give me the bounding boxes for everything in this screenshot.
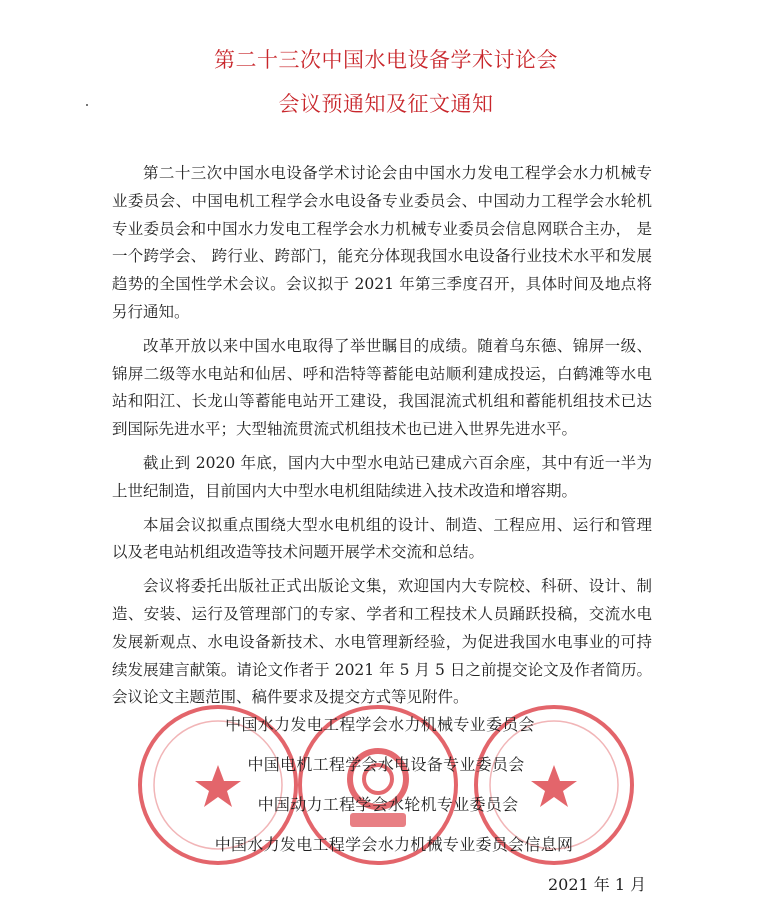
notice-title: 第二十三次中国水电设备学术讨论会 [214, 48, 558, 72]
issue-date: 2021 年 1 月 [548, 875, 647, 894]
organizer-name: 中国动力工程学会水轮机专业委员会 [257, 795, 519, 814]
organizer-name: 中国水力发电工程学会水力机械专业委员会信息网 [214, 835, 574, 854]
paragraph: 本届会议拟重点围绕大型水电机组的设计、制造、工程应用、运行和管理以及老电站机组改造等技术问题开展学术交流和总结。 [112, 515, 652, 562]
paragraph: 会议将委托出版社正式出版论文集，欢迎国内大专院校、科研、设计、制造、安装、运行及管理部门的专家、学者和工程技术人员踊跃投稿，交流水电发展新观点、水电设备新技术、水电管理新经验，为促进我国水电事业的可持续发展建言献策。请论文作者于 2021 年 5 月 5 日之前提交论文及作者简历。会议论文主题范围、稿件要求及提交方式等见附件。 [112, 577, 652, 707]
paragraph: 改革开放以来中国水电取得了举世瞩目的成绩。随着乌东德、锦屏一级、锦屏二级等水电站和仙居、呼和浩特等蓄能电站顺利建成投运，白鹤滩等水电站和阳江、长龙山等蓄能电站开工建设，我国混流式机组和蓄能机组技术已达到国际先进水平；大型轴流贯流式机组技术也已进入世界先进水平。 [112, 336, 652, 439]
organizer-name: 中国电机工程学会水电设备专业委员会 [247, 755, 525, 774]
notice-subtitle: 会议预通知及征文通知 [278, 92, 494, 116]
paragraph: 第二十三次中国水电设备学术讨论会由中国水力发电工程学会水力机械专业委员会、中国电机工程学会水电设备专业委员会、中国动力工程学会水轮机专业委员会和中国水力发电工程学会水力机械专业委员会信息网联合主办， 是一个跨学会、 跨行业、跨部门，能充分体现我国水电设备行业技术水平和发展趋势的全国性学术会议。会议拟于 2021 年第三季度召开，具体时间及地点将另行通知。 [112, 164, 652, 321]
notice-body [112, 160, 652, 718]
paragraph: 截止到 2020 年底，国内大中型水电站已建成六百余座，其中有近一半为上世纪制造，目前国内大中型水电机组陆续进入技术改造和增容期。 [112, 453, 652, 500]
organizer-name: 中国水力发电工程学会水力机械专业委员会 [225, 715, 535, 734]
